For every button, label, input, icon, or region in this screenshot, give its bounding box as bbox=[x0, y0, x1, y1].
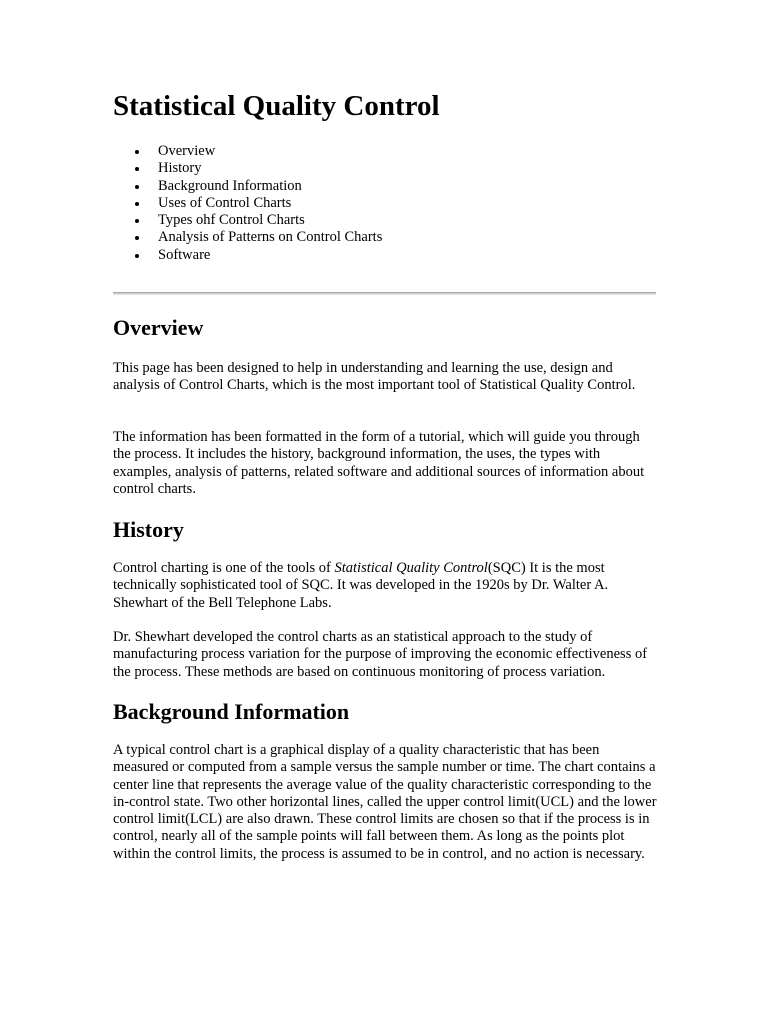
horizontal-divider bbox=[113, 292, 656, 295]
background-paragraph-1: A typical control chart is a graphical display of a quality characteristic that has been measured or computed from a sample versus the sample number or time. The chart contains a center line that represents the average value of the quality characteristic corresponding to the in-control state. Two other horizontal lines, called the upper control limit(UCL) and the lower control limit(LCL) are also drawn. These control limits are chosen so that if the process is in control, nearly all of the sample points will fall between them. As long as the points plot within the control limits, the process is assumed to be in control, and no action is necessary. bbox=[113, 742, 657, 862]
bullet-icon bbox=[135, 167, 139, 171]
toc-item-label: Background Information bbox=[158, 177, 302, 194]
overview-heading: Overview bbox=[113, 315, 204, 340]
toc-item-label: History bbox=[158, 160, 202, 177]
history-text-start: Control charting is one of the tools of bbox=[113, 560, 335, 576]
bullet-icon bbox=[135, 254, 139, 258]
sqc-term: Statistical Quality Control bbox=[334, 560, 488, 576]
bullet-icon bbox=[135, 150, 139, 154]
bullet-icon bbox=[135, 219, 139, 223]
toc-item-label: Analysis of Patterns on Control Charts bbox=[158, 229, 383, 246]
bullet-icon bbox=[135, 185, 139, 189]
history-paragraph-1 bbox=[113, 560, 658, 612]
toc-item-label: Uses of Control Charts bbox=[158, 194, 292, 211]
toc-item-history[interactable] bbox=[113, 160, 382, 177]
bullet-icon bbox=[135, 236, 139, 240]
toc-item-background[interactable] bbox=[113, 178, 382, 195]
toc-item-label: Software bbox=[158, 246, 211, 263]
toc-item-label: Types ohf Control Charts bbox=[158, 212, 305, 229]
history-text-end: (SQC) It is the most technically sophisticated tool of SQC. It was developed in the 1920s by Dr. Walter A. Shewhart of the Bell Telephone Labs. bbox=[113, 560, 609, 611]
toc-item-types[interactable] bbox=[113, 212, 382, 229]
history-paragraph-2: Dr. Shewhart developed the control charts as an statistical approach to the study of manufacturing process variation for the purpose of improving the economic effectiveness of the process. These methods are based on continuous monitoring of process variation. bbox=[113, 629, 648, 680]
table-of-contents bbox=[113, 143, 382, 264]
overview-paragraph-2: The information has been formatted in the form of a tutorial, which will guide you through the process. It includes the history, background information, the uses, the types with examples, analysis of patterns, related software and additional sources of information about control charts. bbox=[113, 429, 645, 497]
overview-paragraph-1: This page has been designed to help in understanding and learning the use, design and analysis of Control Charts, which is the most important tool of Statistical Quality Control. bbox=[113, 360, 636, 394]
toc-item-analysis[interactable] bbox=[113, 229, 382, 246]
page-title: Statistical Quality Control bbox=[113, 90, 440, 122]
history-heading: History bbox=[113, 517, 184, 542]
toc-item-overview[interactable] bbox=[113, 143, 382, 160]
toc-item-label: Overview bbox=[158, 143, 216, 159]
toc-item-uses[interactable] bbox=[113, 195, 382, 212]
bullet-icon bbox=[135, 202, 139, 206]
background-heading: Background Information bbox=[113, 699, 350, 724]
toc-item-software[interactable] bbox=[113, 247, 382, 264]
